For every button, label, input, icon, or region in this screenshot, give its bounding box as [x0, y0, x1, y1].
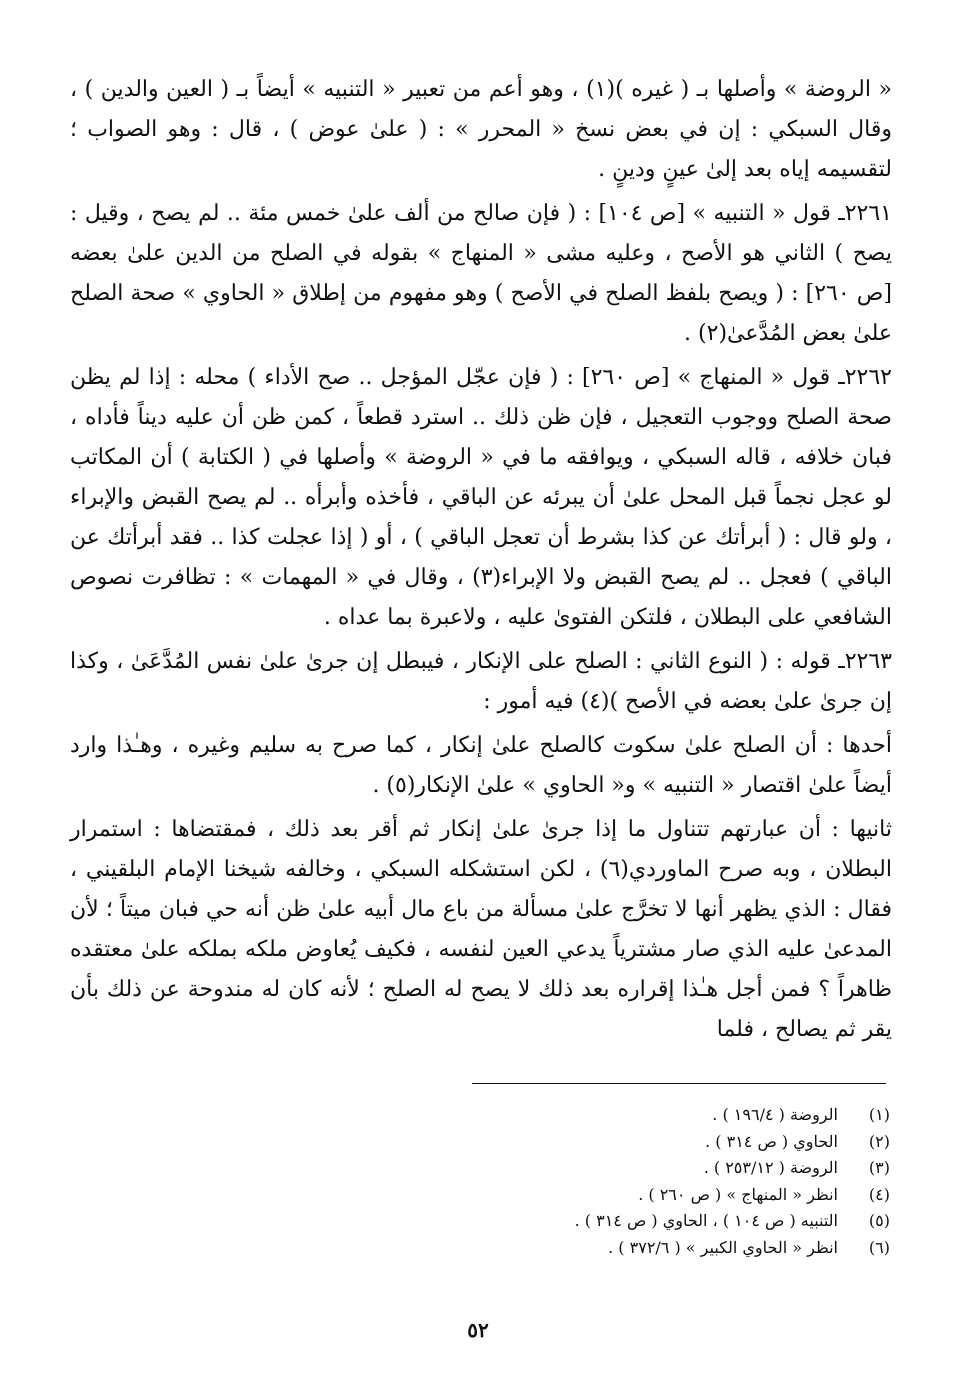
- page-number: ٥٢: [467, 1318, 489, 1342]
- paragraph-2261: ٢٢٦١ـ قول « التنبيه » [ص ١٠٤] : ( فإن صالح من ألف علىٰ خمس مئة .. لم يصح ، وقيل : يصح ) الثاني هو الأصح ، وعليه مشى « المنهاج » بقوله في الصلح من الدين علىٰ بعضه [ص ٢٦٠] : ( ويصح بلفظ الصلح في الأصح ) وهو مفهوم من إطلاق « الحاوي » صحة الصلح علىٰ بعض المُدَّعىٰ(٢) .: [70, 201, 892, 346]
- footnote-number: (٢): [868, 1131, 890, 1151]
- paragraph-first-point: أحدها : أن الصلح علىٰ سكوت كالصلح علىٰ إنكار ، كما صرح به سليم وغيره ، وهـٰذا وارد أيضاً علىٰ اقتصار « التنبيه » و« الحاوي » علىٰ الإنكار(٥) .: [70, 733, 892, 798]
- footnote-number: (٥): [868, 1211, 890, 1230]
- paragraph-2262: ٢٢٦٢ـ قول « المنهاج » [ص ٢٦٠] : ( فإن عجّل المؤجل .. صح الأداء ) محله : إذا لم يظن صحة الصلح ووجوب التعجيل ، فإن ظن ذلك .. استرد قطعاً ، كمن ظن أن عليه ديناً فأداه ، فبان خلافه ، قاله السبكي ، ويوافقه ما في « الروضة » وأصلها في ( الكتابة ) أن المكاتب لو عجل نجماً قبل المحل علىٰ أن يبرئه عن الباقي ، فأخذه وأبرأه .. لم يصح القبض والإبراء ، ولو قال : ( أبرأتك عن كذا بشرط أن تعجل الباقي ) ، أو ( إذا عجلت كذا .. فقد أبرأتك عن الباقي ) فعجل .. لم يصح القبض ولا الإبراء(٣) ، وقال في « المهمات » : تظافرت نصوص الشافعي على البطلان ، فلتكن الفتوىٰ عليه ، ولاعبرة بما عداه .: [70, 365, 893, 630]
- footnote-text: الروضة ( ٢٥٣/١٢ ) .: [703, 1158, 838, 1177]
- footnote-number: (٦): [868, 1237, 890, 1257]
- footnote-number: (١): [868, 1105, 890, 1124]
- footnote-divider: [472, 1083, 886, 1084]
- footnote-text: انظر « المنهاج » ( ص ٢٦٠ ) .: [638, 1184, 838, 1204]
- footnote-item: [110, 1129, 890, 1156]
- footnote-text: انظر « الحاوي الكبير » ( ٣٧٢/٦ ) .: [608, 1237, 838, 1257]
- paragraph-2263: ٢٢٦٣ـ قوله : ( النوع الثاني : الصلح على الإنكار ، فيبطل إن جرىٰ علىٰ نفس المُدَّعَىٰ ، وكذا إن جرىٰ علىٰ بعضه في الأصح )(٤) فيه أمور :: [70, 649, 892, 714]
- footnote-item: [110, 1102, 890, 1129]
- footnote-number: (٤): [868, 1184, 890, 1204]
- footnote-text: التنبيه ( ص ١٠٤ ) ، الحاوي ( ص ٣١٤ ) .: [574, 1211, 838, 1230]
- footnote-text: الحاوي ( ص ٣١٤ ) .: [705, 1131, 838, 1151]
- footnotes: [110, 1102, 890, 1261]
- footnote-text: الروضة ( ١٩٦/٤ ) .: [712, 1105, 838, 1124]
- footnote-item: [110, 1182, 890, 1209]
- footnote-item: [110, 1155, 890, 1182]
- footnote-item: [110, 1235, 890, 1262]
- footnote-number: (٣): [868, 1158, 890, 1177]
- main-text: [70, 70, 892, 1054]
- paragraph-second-point: ثانيها : أن عبارتهم تتناول ما إذا جرىٰ علىٰ إنكار ثم أقر بعد ذلك ، فمقتضاها : استمرار البطلان ، وبه صرح الماوردي(٦) ، لكن استشكله السبكي ، وخالفه شيخنا الإمام البلقيني ، فقال : الذي يظهر أنها لا تخرَّج علىٰ مسألة من باع مال أبيه علىٰ ظن أنه حي فبان ميتاً ؛ لأن المدعىٰ عليه الذي صار مشترياً يدعي العين لنفسه ، فكيف يُعاوض ملكه بملكه علىٰ معتقده ظاهراً ؟ فمن أجل هـٰذا إقراره بعد ذلك لا يصح له الصلح ؛ لأنه كان له مندوحة عن ذلك بأن يقر ثم يصالح ، فلما: [70, 817, 892, 1042]
- footnote-item: [110, 1208, 890, 1235]
- paragraph-continuation: « الروضة » وأصلها بـ ( غيره )(١) ، وهو أعم من تعبير « التنبيه » أيضاً بـ ( العين والدين ) ، وقال السبكي : إن في بعض نسخ « المحرر » : ( علىٰ عوض ) ، قال : وهو الصواب ؛ لتقسيمه إياه بعد إلىٰ عينٍ ودينٍ .: [70, 77, 892, 182]
